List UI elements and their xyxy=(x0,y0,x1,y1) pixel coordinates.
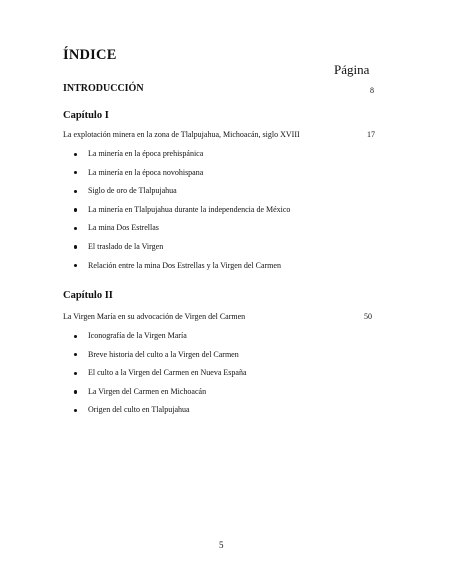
bullet-icon xyxy=(74,353,77,356)
bullet-icon xyxy=(74,227,77,230)
bullet-icon xyxy=(74,335,77,338)
list-item: Relación entre la mina Dos Estrellas y la Virgen del Carmen xyxy=(74,261,290,280)
list-item: Iconografía de la Virgen María xyxy=(74,331,247,350)
list-item: El culto a la Virgen del Carmen en Nueva España xyxy=(74,368,247,387)
chapter-1-subtopics xyxy=(74,149,290,279)
list-item: La minería en la época prehispánica xyxy=(74,149,290,168)
chapter-2-page: 50 xyxy=(364,312,372,321)
bullet-icon xyxy=(74,409,77,412)
bullet-icon xyxy=(74,245,77,248)
chapter-2-entry xyxy=(63,312,378,322)
chapter-1-heading: Capítulo I xyxy=(63,110,109,121)
footer-page-number: 5 xyxy=(219,540,224,550)
chapter-1-entry-title: La explotación minera en la zona de Tlalpujahua, Michoacán, siglo XVIII xyxy=(63,130,300,139)
bullet-icon xyxy=(74,390,77,393)
bullet-icon xyxy=(74,372,77,375)
list-item: La minería en la época novohispana xyxy=(74,168,290,187)
list-item: La Virgen del Carmen en Michoacán xyxy=(74,387,247,406)
bullet-icon xyxy=(74,190,77,193)
list-item: La minería en Tlalpujahua durante la independencia de México xyxy=(74,205,290,224)
chapter-2-heading: Capítulo II xyxy=(63,290,113,301)
list-item: Breve historia del culto a la Virgen del Carmen xyxy=(74,350,247,369)
bullet-icon xyxy=(74,153,77,156)
bullet-icon xyxy=(74,264,77,267)
bullet-icon xyxy=(74,208,77,211)
introduction-label: INTRODUCCIÓN xyxy=(63,83,144,94)
chapter-2-entry-title: La Virgen María en su advocación de Virgen del Carmen xyxy=(63,312,246,321)
introduction-entry xyxy=(63,84,378,94)
index-title: ÍNDICE xyxy=(63,47,117,63)
chapter-1-page: 17 xyxy=(367,130,375,139)
introduction-page: 8 xyxy=(370,86,374,95)
list-item: Origen del culto en Tlalpujahua xyxy=(74,405,247,424)
page-column-header: Página xyxy=(334,62,370,77)
bullet-icon xyxy=(74,171,77,174)
chapter-2-subtopics xyxy=(74,331,247,424)
list-item: El traslado de la Virgen xyxy=(74,242,290,261)
chapter-1-entry xyxy=(63,130,378,140)
list-item: Siglo de oro de Tlalpujahua xyxy=(74,186,290,205)
list-item: La mina Dos Estrellas xyxy=(74,223,290,242)
